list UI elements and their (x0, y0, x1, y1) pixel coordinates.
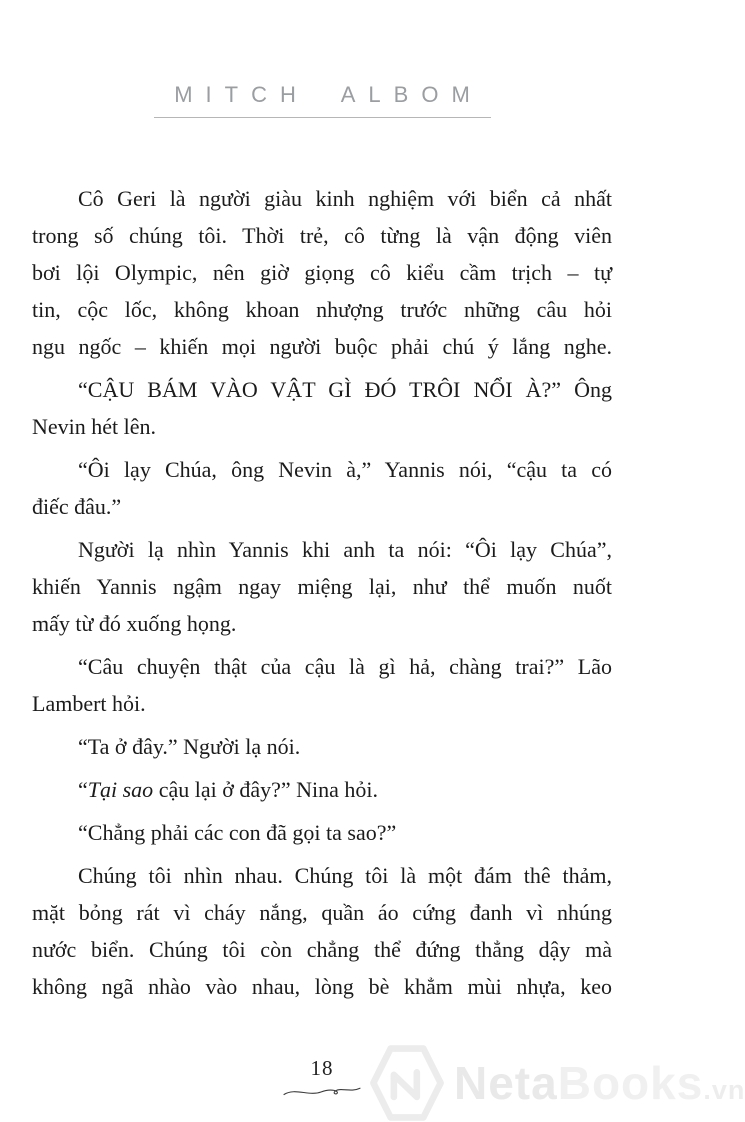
page-header (32, 82, 612, 118)
page-number: 18 (310, 1056, 334, 1080)
text-line: mấy từ đó xuống họng. (32, 611, 237, 636)
text-line: tin, cộc lốc, không khoan nhượng trước những câu hỏi (32, 297, 612, 322)
brand-name-bold: Neta (454, 1057, 558, 1109)
paragraph (32, 371, 612, 445)
paragraph (32, 728, 612, 765)
text-line (32, 771, 612, 808)
paragraph (32, 180, 612, 365)
text-line: “Ta ở đây.” Người lạ nói. (78, 734, 301, 759)
brand-name-light: Books (557, 1057, 704, 1109)
text-line: Chúng tôi nhìn nhau. Chúng tôi là một đám thê thảm, (78, 863, 612, 888)
text-line: nước biển. Chúng tôi còn chẳng thể đứng thẳng dậy mà (32, 937, 612, 962)
header-rule (154, 117, 491, 118)
text-line: mặt bỏng rát vì cháy nắng, quần áo cứng đanh vì nhúng (32, 900, 612, 925)
body-text (32, 180, 612, 1011)
text-line: “Chẳng phải các con đã gọi ta sao?” (78, 820, 397, 845)
text-line: Nevin hét lên. (32, 414, 157, 439)
text-line: Người lạ nhìn Yannis khi anh ta nói: “Ôi lạy Chúa”, (78, 537, 612, 562)
paragraph (32, 648, 612, 722)
paragraph (32, 451, 612, 525)
text-line: ngu ngốc – khiến mọi người buộc phải chú ý lắng nghe. (32, 334, 612, 359)
quote-open: “ (78, 777, 88, 802)
brand-tld: .vn (703, 1075, 745, 1105)
paragraph (32, 531, 612, 642)
page-footer (32, 1056, 612, 1098)
paragraph (32, 771, 612, 808)
flourish-icon (283, 1082, 361, 1098)
text-line: không ngã nhào vào nhau, lòng bè khẳm mùi nhựa, keo (32, 974, 612, 999)
text-line: điếc đâu.” (32, 494, 122, 519)
line-rest: cậu lại ở đây?” Nina hỏi. (153, 777, 379, 802)
text-line: “Câu chuyện thật của cậu là gì hả, chàng trai?” Lão (78, 654, 612, 679)
italic-phrase: Tại sao (87, 777, 154, 802)
text-line: trong số chúng tôi. Thời trẻ, cô từng là vận động viên (32, 223, 612, 248)
author-name: MITCH ALBOM (174, 82, 483, 107)
text-line: bơi lội Olympic, nên giờ giọng cô kiểu cầm trịch – tự (32, 260, 612, 285)
text-line: Cô Geri là người giàu kinh nghiệm với biển cả nhất (78, 186, 612, 211)
paragraph (32, 814, 612, 851)
text-line: “Ôi lạy Chúa, ông Nevin à,” Yannis nói, “cậu ta có (78, 457, 612, 482)
text-line: khiến Yannis ngậm ngay miệng lại, như thể muốn nuốt (32, 574, 612, 599)
text-line: “CẬU BÁM VÀO VẬT GÌ ĐÓ TRÔI NỔI À?” Ông (78, 377, 612, 402)
text-line: Lambert hỏi. (32, 691, 146, 716)
paragraph (32, 857, 612, 1005)
